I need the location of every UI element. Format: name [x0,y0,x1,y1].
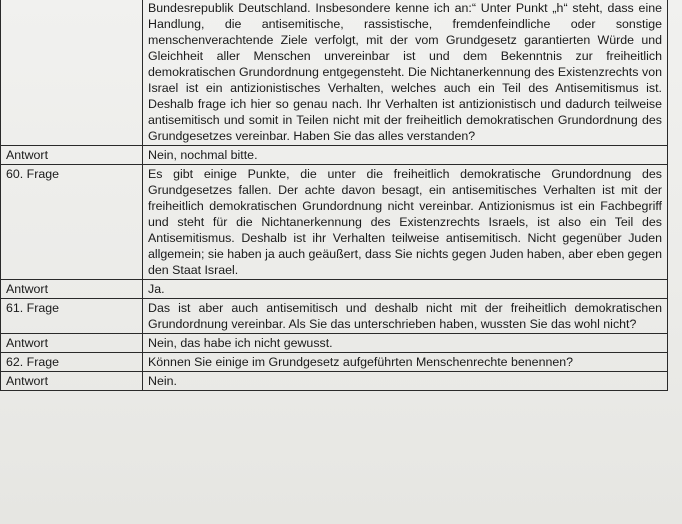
table-row [1,372,668,391]
row-label: 60. Frage [1,165,143,280]
row-label: Antwort [1,334,143,353]
row-text: Das ist aber auch antisemitisch und deshalb nicht mit der freiheitlich demokratischen Grundordnung vereinbar. Als Sie das unterschrieben haben, wussten Sie das wohl nicht? [143,299,668,334]
row-text: Nein, nochmal bitte. [143,146,668,165]
table-row [1,299,668,334]
table-row [1,334,668,353]
table-row [1,353,668,372]
row-text: Können Sie einige im Grundgesetz aufgeführten Menschenrechte benennen? [143,353,668,372]
table-row [1,165,668,280]
row-label: Antwort [1,280,143,299]
row-label: 61. Frage [1,299,143,334]
row-label [1,0,143,146]
row-label: 62. Frage [1,353,143,372]
table-row [1,280,668,299]
row-text: Ja. [143,280,668,299]
row-text: Nein, das habe ich nicht gewusst. [143,334,668,353]
table-row [1,146,668,165]
row-text: Bundesrepublik Deutschland. Insbesondere kenne ich an:“ Unter Punkt „h“ steht, dass eine Handlung, die antisemitische, rassistische, fremdenfeindliche oder sonstige menschenverachtende Ziele verfolgt, mit der vom Grundgesetz garantierten Würde und Gleichheit aller Menschen unvereinbar ist und dem Bekenntnis zur freiheitlich demokratischen Grundordnung entgegensteht. Die Nichtanerkennung des Existenzrechts von Israel ist ein antizionistisches Verhalten, welches auch ein Teil des Antisemitismus ist. Deshalb frage ich hier so genau nach. Ihr Verhalten ist antizionistisch und dadurch teilweise antisemitisch und somit in Teilen nicht mit der freiheitlich demokratischen Grundordnung des Grundgesetzes vereinbar. Haben Sie das alles verstanden? [143,0,668,146]
row-label: Antwort [1,372,143,391]
row-text: Nein. [143,372,668,391]
row-label: Antwort [1,146,143,165]
row-text: Es gibt einige Punkte, die unter die freiheitlich demokratische Grundordnung des Grundgesetzes fallen. Der achte davon besagt, ein antisemitisches Verhalten ist mit der freiheitlich demokratischen Grundordnung nicht vereinbar. Antizionismus ist ein Fachbegriff und steht für die Nichtanerkennung des Existenzrechts Israels, ist also ein Teil des Antisemitismus. Deshalb ist ihr Verhalten teilweise antisemitisch. Nicht gegenüber Juden allgemein; sie haben ja auch geäußert, dass Sie nichts gegen Juden haben, aber eben gegen den Staat Israel. [143,165,668,280]
table-row [1,0,668,146]
